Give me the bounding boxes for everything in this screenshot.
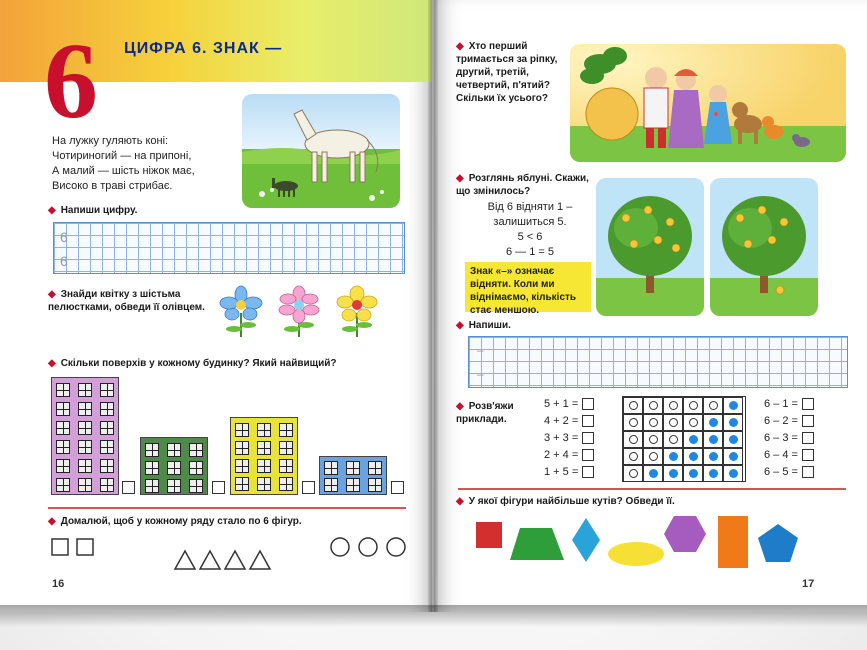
flower-pink[interactable] <box>279 286 319 337</box>
writing-grid-sign[interactable] <box>468 336 848 388</box>
answer-box[interactable] <box>582 398 594 410</box>
task-solve: ◆ Розв'яжи приклади. <box>456 401 514 425</box>
answer-box[interactable] <box>582 432 594 444</box>
poem-line: А малий — шість ніжок має, <box>52 165 195 177</box>
building-green <box>140 437 208 495</box>
red-square[interactable] <box>476 522 502 548</box>
task-write: ◆ Напиши. <box>456 320 511 331</box>
blue-pentagon[interactable] <box>758 524 798 562</box>
blue-rhombus[interactable] <box>572 518 600 562</box>
grid-digit: 6 <box>60 253 68 269</box>
answer-box[interactable] <box>582 415 594 427</box>
book-shadow <box>0 605 867 627</box>
example-subtraction: 6 – 4 = <box>764 449 814 461</box>
turnip-picture <box>570 44 846 162</box>
answer-box[interactable] <box>391 481 404 494</box>
square-shape <box>77 539 93 555</box>
writing-grid[interactable] <box>53 222 405 274</box>
example-subtraction: 6 – 2 = <box>764 415 814 427</box>
triangle-shape <box>200 551 220 569</box>
bullet-icon: ◆ <box>456 41 464 52</box>
bullet-icon: ◆ <box>48 358 56 369</box>
divider <box>48 507 406 509</box>
example-addition: 5 + 1 = <box>544 398 594 410</box>
grid-sign: – <box>477 367 484 381</box>
task-corners: ◆ У якої фігури найбільше кутів? Обведи її. <box>456 496 675 507</box>
bullet-icon: ◆ <box>48 516 56 527</box>
answer-box[interactable] <box>802 398 814 410</box>
purple-hexagon[interactable] <box>664 516 706 552</box>
building-yellow <box>230 417 298 495</box>
bullet-icon: ◆ <box>456 173 464 184</box>
page-number: 16 <box>52 578 65 590</box>
flower-yellow[interactable] <box>337 286 377 337</box>
triangle-shape <box>175 551 195 569</box>
orange-rectangle[interactable] <box>718 516 748 568</box>
example-subtraction: 6 – 3 = <box>764 432 814 444</box>
grid-sign: – <box>477 343 484 357</box>
flowers-picture <box>216 285 386 340</box>
page-title: ЦИФРА 6. ЗНАК — <box>124 40 283 57</box>
bullet-icon: ◆ <box>456 496 464 507</box>
horses-picture <box>242 94 400 208</box>
answer-box[interactable] <box>212 481 225 494</box>
yellow-ellipse[interactable] <box>608 542 664 566</box>
circle-shape <box>331 538 349 556</box>
bullet-icon: ◆ <box>48 205 56 216</box>
green-trapezoid[interactable] <box>510 528 564 560</box>
answer-box[interactable] <box>582 449 594 461</box>
circle-shape <box>387 538 405 556</box>
big-digit: 6 <box>44 22 96 141</box>
task-apples: ◆ Розглянь яблуні. Скажи, що змінилось? <box>456 173 589 197</box>
answer-box[interactable] <box>802 415 814 427</box>
example-addition: 3 + 3 = <box>544 432 594 444</box>
answer-box[interactable] <box>582 466 594 478</box>
dot-counting-grid <box>622 396 746 482</box>
shapes-row <box>50 537 410 573</box>
example-subtraction: 6 – 5 = <box>764 466 814 478</box>
answer-box[interactable] <box>802 432 814 444</box>
bullet-icon: ◆ <box>48 289 56 300</box>
example-addition: 1 + 5 = <box>544 466 594 478</box>
triangle-shape <box>225 551 245 569</box>
sign-note: Знак «–» означає відняти. Коли ми віднімаємо, кількість стає меншою. <box>465 262 591 312</box>
example-addition: 4 + 2 = <box>544 415 594 427</box>
task-write-digit: ◆ Напиши цифру. <box>48 205 138 216</box>
flower-blue[interactable] <box>220 286 262 337</box>
book-spine <box>428 0 438 612</box>
task-find-flower: ◆ Знайди квітку з шістьма пелюстками, обведи її олівцем. <box>48 289 205 313</box>
example-addition: 2 + 4 = <box>544 449 594 461</box>
poem-line: Високо в траві стрибає. <box>52 180 173 192</box>
answer-box[interactable] <box>802 466 814 478</box>
answer-box[interactable] <box>302 481 315 494</box>
task-floors: ◆ Скільки поверхів у кожному будинку? Який найвищий? <box>48 358 337 369</box>
triangle-shape <box>250 551 270 569</box>
circle-shape <box>359 538 377 556</box>
example-subtraction: 6 – 1 = <box>764 398 814 410</box>
grid-digit: 6 <box>60 229 68 245</box>
square-shape <box>52 539 68 555</box>
answer-box[interactable] <box>802 449 814 461</box>
poem-line: На лужку гуляють коні: <box>52 135 169 147</box>
task-draw-more: ◆ Домалюй, щоб у кожному ряду стало по 6 фігур. <box>48 516 302 527</box>
bullet-icon: ◆ <box>456 401 464 412</box>
building-blue <box>319 456 387 495</box>
answer-box[interactable] <box>122 481 135 494</box>
building-pink <box>51 377 119 495</box>
apple-tree-before <box>596 178 704 316</box>
colored-shapes <box>474 512 814 572</box>
subtraction-explanation: Від 6 відняти 1 – залишиться 5. 5 < 6 6 — 1 = 5 <box>487 201 573 258</box>
poem <box>52 134 242 194</box>
poem-line: Чотириногий — на припоні, <box>52 150 192 162</box>
left-page <box>0 0 432 612</box>
right-page <box>434 0 867 612</box>
divider <box>458 488 846 490</box>
page-number: 17 <box>802 578 815 590</box>
bullet-icon: ◆ <box>456 320 464 331</box>
task-turnip: ◆ Хто перший тримається за ріпку, другий, третій, четвертий, п'ятий? Скільки їх усього? <box>456 41 558 104</box>
apple-tree-after <box>710 178 818 316</box>
